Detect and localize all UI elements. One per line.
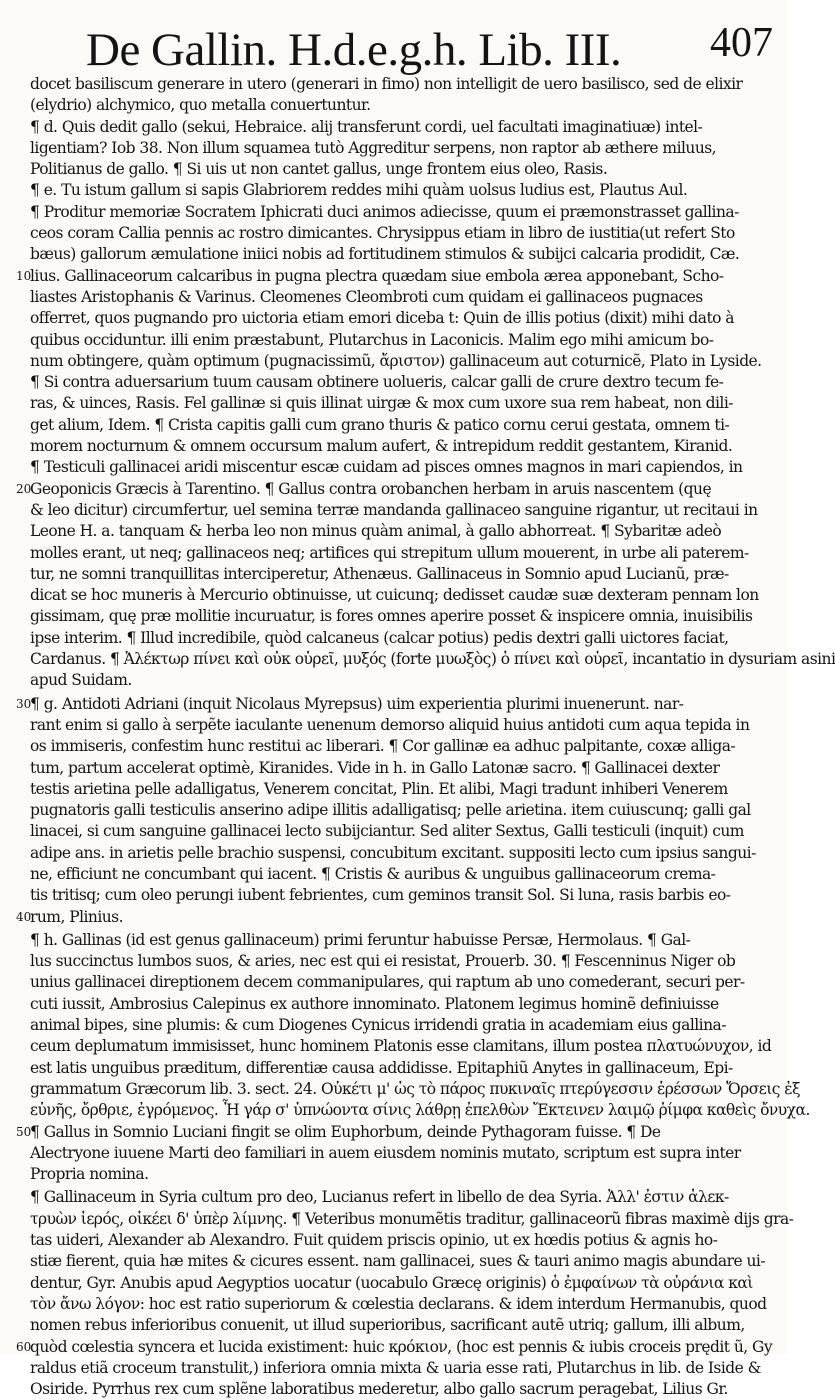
line-text: tas uideri, Alexander ab Alexandro. Fuit quidem priscis opinio, ut ex hœdis potius & agnis ho- (30, 1231, 718, 1250)
text-line (30, 670, 778, 691)
line-text: ¶ h. Gallinas (id est genus gallinaceum) primi feruntur habuisse Persæ, Hermolaus. ¶ Gal- (30, 930, 691, 949)
line-text: ipse interim. ¶ Illud incredibile, quòd calcaneus (calcar potius) pedis dextri galli uictores faciat, (30, 628, 729, 647)
line-text: & leo dicitur) circumfertur, uel semina terræ mandanda gallinaceo sanguine rigantur, ut recitaui in (30, 500, 758, 519)
text-line (30, 543, 778, 564)
text-line (16, 907, 778, 928)
text-line (30, 1294, 778, 1315)
line-text: εὐνῆς, ὄρθριε, ἐγρόμενος. Ἦ γάρ σ' ὑπνώοντα σίνις λάθρῃ ἐπελθὼν Ἔκτεινεν λαιμῷ ῥίμφα καθεὶς ὄνυχα. (30, 1101, 810, 1120)
line-text: ligentiam? Iob 38. Non illum squamea tutò Aggreditur serpens, non raptor ab æthere miluus, (30, 138, 717, 157)
text-line (30, 1164, 778, 1185)
text-line (30, 585, 778, 606)
text-line (30, 930, 778, 951)
line-text: ne, efficiunt ne concumbant qui iacent. ¶ Cristis & auribus & unguibus gallinaceorum crema- (30, 864, 716, 883)
text-line (30, 779, 778, 800)
line-text: adipe ans. in arietis pelle brachio suspensi, concubitum excitant. suppositi lecto cum ipsius sangui- (30, 843, 756, 862)
line-text: os immiseris, confestim hunc restitui ac liberari. ¶ Cor gallinæ ea adhuc palpitante, coxæ alliga- (30, 737, 736, 756)
text-line (30, 1100, 810, 1121)
text-line (30, 1315, 778, 1336)
text-line (30, 500, 778, 521)
line-text: τρυὼν ἱερός, οἰκέει δ' ὑπὲρ λίμνης. ¶ Veteribus monumẽtis traditur, gallinaceorũ fibras maximè dijs gra- (30, 1209, 794, 1228)
text-line (30, 1273, 778, 1294)
line-text: ¶ Testiculi gallinacei aridi miscentur escæ cuidam ad pisces omnes magnos in mari capiendos, in (30, 458, 743, 477)
line-text: ¶ Si contra aduersarium tuum causam obtinere uolueris, calcar galli de crure dextro tecum fe- (30, 373, 724, 392)
text-line (30, 457, 778, 478)
line-number: 60 (16, 1339, 32, 1354)
line-text: quibus occiduntur. illi enim præstabunt, Plutarchus in Laconicis. Malim ego mihi amicum bo- (30, 330, 714, 349)
page-number: 407 (710, 20, 773, 66)
text-line (30, 1079, 800, 1100)
text-line (30, 372, 778, 393)
line-text: linacei, si cum sanguine gallinacei lecto subijciantur. Sed aliter Sextus, Galli testiculi (inquit) cum (30, 822, 744, 841)
line-text: ¶ e. Tu istum gallum si sapis Glabriorem reddes mihi quàm uolsus ludius est, Plautus Aul. (30, 181, 688, 200)
text-line (30, 159, 778, 180)
text-line (30, 1230, 778, 1251)
line-text: τὸν ἄνω λόγον: hoc est ratio superiorum & cœlestia declarans. & idem interdum Hermanubis, quod (30, 1294, 767, 1313)
line-text: ¶ g. Antidoti Adriani (inquit Nicolaus Myrepsus) uim experientia plurimi inuenerunt. nar- (30, 694, 684, 713)
line-text: ¶ Gallinaceum in Syria cultum pro deo, Lucianus refert in libello de dea Syria. Ἀλλ' ἐστιν ἀλεκ- (30, 1188, 729, 1207)
text-line (30, 180, 778, 201)
text-line (30, 95, 778, 116)
line-text: Leone H. a. tanquam & herba leo non minus quàm animal, à gallo abhorreat. ¶ Sybaritæ adeò (30, 522, 722, 541)
text-line (30, 649, 835, 670)
text-line (30, 1379, 778, 1400)
line-text: grammatum Græcorum lib. 3. sect. 24. Οὐκέτι μ' ὡς τὸ πάρος πυκιναῖς πτερύγεσσιν ἐρέσσων Ὄρσεις ἐξ (30, 1079, 800, 1098)
text-line (30, 351, 778, 372)
line-text: ceos coram Callia pennis ac rostro dimicantes. Chrysippus etiam in libro de iustitia(ut refert Sto (30, 224, 735, 243)
text-line (30, 330, 778, 351)
text-line (30, 994, 778, 1015)
text-line (30, 1015, 778, 1036)
line-text: est latis unguibus præditum, differentiæ causa addidisse. Epitaphiũ Anytes in gallinaceum, Epi- (30, 1058, 733, 1077)
text-line (30, 736, 778, 757)
text-line (30, 202, 778, 223)
text-line (30, 715, 778, 736)
line-text: Geoponicis Græcis à Tarentino. ¶ Gallus contra orobanchen herbam in aruis nascentem (quę (30, 479, 712, 498)
text-line (30, 1143, 778, 1164)
text-body (16, 74, 835, 1399)
line-text: Osiride. Pyrrhus rex cum splẽne laboratibus mederetur, albo gallo sacrum peragebat, Lilius Gr. (30, 1380, 728, 1399)
line-text: molles erant, ut neq; gallinaceos neq; artifices qui strepitum ullum mouerent, in urbe ali paterem- (30, 543, 749, 562)
line-text: offerret, quos pugnando pro uictoria etiam emori diceba t: Quin de illis potius (dixit) mihi dato à (30, 309, 734, 328)
text-line (30, 843, 778, 864)
line-text: Propria nomina. (30, 1165, 149, 1184)
line-text: num obtingere, quàm optimum (pugnacissimũ, ἄριστον) gallinaceum aut coturnicẽ, Plato in Lyside. (30, 351, 762, 370)
text-line (30, 1187, 778, 1208)
line-text: raldus etiã croceum transtulit,) inferiora omnia mixta & uaria esse rati, Plutarchus in lib. de Iside & (30, 1358, 761, 1377)
text-line (30, 628, 778, 649)
text-line (30, 800, 778, 821)
line-text: (elydrio) alchymico, quo metalla conuertuntur. (30, 96, 371, 115)
text-line (30, 951, 778, 972)
line-text: ras, & uinces, Rasis. Fel gallinæ si quis illinat uirgæ & mox cum uxore sua rem habeat, non dili- (30, 394, 733, 413)
line-text: unius gallinacei direptionem decem commanipulares, qui raptum ab uno comederant, securi per- (30, 973, 745, 992)
text-line (16, 266, 778, 287)
line-text: gissimam, quę præ mollitie incuruatur, is fores omnes aperire posset & inspicere omnia, inuisibilis (30, 607, 753, 626)
text-line (30, 74, 778, 95)
text-line (16, 1337, 778, 1358)
text-line (30, 521, 778, 542)
line-text: tum, partum accelerat optimè, Kiranides. Vide in h. in Gallo Latonæ sacro. ¶ Gallinacei dexter (30, 758, 720, 777)
text-line (30, 885, 778, 906)
text-line (30, 244, 778, 265)
line-text: bæus) gallorum æmulatione iniici nobis ad fortitudinem stimulos & subijci calcaria prodidit, Cæ. (30, 245, 740, 264)
line-text: ¶ d. Quis dedit gallo (sekui, Hebraice. alij transferunt cordi, uel facultati imaginatiuæ) intel- (30, 117, 703, 136)
text-line (30, 864, 778, 885)
line-text: get alium, Idem. ¶ Crista capitis galli cum grano thuris & patico cornu cerui gestata, omnem ti- (30, 415, 730, 434)
line-text: pugnatoris galli testiculis anserino adipe illitis adalligatisq; pelle arietina. item cuiuscunq; galli gal (30, 801, 751, 820)
page-header (86, 4, 777, 74)
text-line (30, 138, 778, 159)
line-text: animal bipes, sine plumis: & cum Diogenes Cynicus irridendi gratia in academiam eius gallina- (30, 1016, 726, 1035)
text-line (30, 287, 778, 308)
line-text: cuti iussit, Ambrosius Calepinus ex authore innominato. Platonem legimus hominẽ definiuisse (30, 994, 719, 1013)
text-line (30, 415, 778, 436)
line-text: morem nocturnum & omnem occursum malum aufert, & intrepidum reddit gestantem, Kiranid. (30, 437, 733, 456)
line-text: lius. Gallinaceorum calcaribus in pugna plectra quædam siue embola ærea apponebant, Scho- (30, 266, 724, 285)
line-number: 40 (16, 909, 32, 924)
text-line (30, 1058, 778, 1079)
line-text: rum, Plinius. (30, 907, 123, 926)
line-text: Politianus de gallo. ¶ Si uis ut non cantet gallus, unge frontem eius oleo, Rasis. (30, 160, 608, 179)
text-line (30, 308, 778, 329)
line-text: testis arietina pelle adalligatus, Venerem concitat, Plin. Et alibi, Magi tradunt inhiberi Venerem (30, 779, 728, 798)
line-text: docet basiliscum generare in utero (generari in fimo) non intelligit de uero basilisco, sed de elixir (30, 75, 743, 93)
line-text: tur, ne somni tranquillitas interciperetur, Athenæus. Gallinaceus in Somnio apud Lucianũ, præ- (30, 564, 729, 583)
line-text: ceum deplumatum immisisset, hunc hominem Platonis esse clamitans, illum postea πλατυώνυχον, id (30, 1037, 772, 1056)
line-number: 10 (16, 268, 32, 283)
text-line (30, 1358, 778, 1379)
text-line (16, 479, 778, 500)
line-text: Alectryone iuuene Marti deo familiari in auem eiusdem nominis mutato, scriptum est supra inter (30, 1143, 741, 1162)
line-text: nomen rebus inferioribus conuenit, ut illud superioribus, sacrificant autẽ utriq; gallum, illi album, (30, 1316, 745, 1335)
line-text: rant enim si gallo à serpẽte iaculante uenenum demorso aliquid huius antidoti cum aqua tepida in (30, 715, 750, 734)
text-line (30, 223, 778, 244)
line-text: dentur, Gyr. Anubis apud Aegyptios uocatur (uocabulo Græcę originis) ὁ ἐμφαίνων τὰ οὐράνια καὶ (30, 1273, 753, 1292)
line-text: ¶ Gallus in Somnio Luciani fingit se olim Euphorbum, deinde Pythagoram fuisse. ¶ De (30, 1122, 661, 1141)
text-line (30, 758, 778, 779)
text-line (16, 1122, 778, 1143)
line-text: dicat se hoc muneris à Mercurio obtinuisse, ut cuicunq; dedisset caudæ suæ dexteram pennam lon (30, 586, 759, 605)
text-line (30, 1036, 778, 1057)
text-line (30, 606, 778, 627)
line-text: apud Suidam. (30, 671, 132, 690)
line-text: quòd cœlestia syncera et lucida existiment: huic κρόκιον, (hoc est pennis & iubis croceis prędit ũ, Gy (30, 1337, 773, 1356)
line-text: tis tritisq; cum oleo perungi iubent febrientes, cum geminos transit Sol. Si luna, rasis barbis eo- (30, 886, 731, 905)
text-line (30, 393, 778, 414)
text-line (30, 564, 778, 585)
text-line (30, 436, 778, 457)
line-text: ¶ Proditur memoriæ Socratem Iphicrati duci animos adiecisse, quum ei præmonstrasset gallina- (30, 202, 739, 221)
line-text: liastes Aristophanis & Varinus. Cleomenes Cleombroti cum quidam ei gallinaceos pugnaces (30, 287, 703, 306)
line-text: Cardanus. ¶ Ἀλέκτωρ πίνει καὶ οὐκ οὐρεῖ, μυξός (forte μυωξὸς) ὁ πίνει καὶ οὐρεῖ, incantatio in dysuriam asini (30, 650, 835, 669)
running-title: De Gallin. H.d.e.g.h. Lib. III. (86, 24, 622, 76)
text-line (16, 694, 778, 715)
line-text: stiæ fierent, quia hæ mites & cicures essent. nam gallinacei, sues & tauri animo magis abundare ui- (30, 1252, 766, 1271)
line-text: lus succinctus lumbos suos, & aries, nec est qui ei resistat, Prouerb. 30. ¶ Fescenninus Niger ob (30, 952, 736, 971)
line-number: 20 (16, 481, 32, 496)
line-number: 30 (16, 696, 32, 711)
text-line (30, 821, 778, 842)
line-number: 50 (16, 1124, 32, 1139)
text-line (30, 1251, 778, 1272)
text-line (30, 117, 778, 138)
text-line (30, 972, 778, 993)
text-line (30, 1209, 794, 1230)
